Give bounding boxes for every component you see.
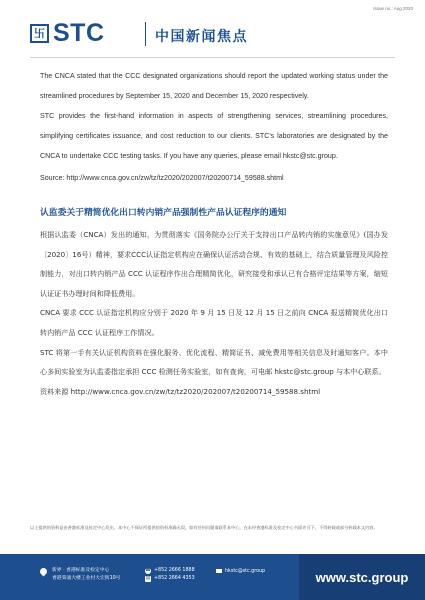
chinese-paragraph-1: 根据认监委（CNCA）发出的通知，为贯彻落实《国务院办公厅关于支持出口产品转内销的实施意见》(国办发〔2020〕16号）精神，要求CCC认证指定机构应在确保认证活动合规、有效的基础上，结合质量管理及风险控制能力，对出口转内销产品 CCC 认证程序作出合理精简优化，研究接受和承认已有合格评定结果等方案，缩短认证证书办理时间和降低费用。 bbox=[40, 230, 388, 298]
email-address: hkstc@stc.group bbox=[225, 568, 266, 574]
footer-website[interactable] bbox=[299, 554, 425, 600]
english-source-link[interactable]: Source: http://www.cnca.gov.cn/zw/tz/tz2020/202007/t20200714_59588.shtml bbox=[40, 174, 284, 182]
fax-number: +852 2664 4353 bbox=[154, 576, 195, 581]
header bbox=[30, 20, 400, 50]
logo-text: STC bbox=[53, 19, 105, 47]
issue-number: Issue no.: Aug 2020 bbox=[373, 6, 413, 11]
footer bbox=[0, 554, 425, 600]
footer-contact bbox=[0, 554, 299, 600]
mail-icon bbox=[216, 569, 222, 574]
chinese-heading: 认监委关于精简优化出口转内销产品强制性产品认证程序的通知 bbox=[40, 208, 287, 218]
phone-row[interactable] bbox=[145, 567, 195, 575]
article-body bbox=[40, 66, 388, 401]
header-divider bbox=[145, 22, 146, 46]
fax-icon: ▤ bbox=[145, 576, 151, 581]
chinese-paragraph-2: CNCA 要求 CCC 认证指定机构应分别于 2020 年 9 月 15 日及 12 月 15 日之前向 CNCA 报送精简优化出口转内销产品 CCC 认证程序工作情况。 bbox=[40, 308, 388, 337]
phone-icon: ☎ bbox=[145, 568, 151, 573]
chinese-paragraph-3: STC 将第一手有关认证机构资料在强化服务、优化流程、精简证书、减免费用等相关信息及时通知客户。本中心多间实验室为认监委指定承担 CCC 检测任务实验室，如有查询，可电邮 hkstc@stc.group 与本中心联系。 bbox=[40, 347, 388, 377]
footer-email[interactable] bbox=[216, 567, 265, 575]
header-rule bbox=[30, 57, 395, 58]
website-link[interactable]: www.stc.group bbox=[315, 569, 409, 585]
disclaimer: 以上提供的资料是由香港标准及检定中心发出，本中心不保证所提供的资料准确无误。如有任何问题请联系本中心，在未经香港标准及检定中心书面许可下，不得转载或部分转载本文内容。 bbox=[30, 525, 378, 530]
english-paragraph-2: STC provides the first-hand information in aspects of strengthening services, streamlining procedures, simplifying certificates issuance, and cost reduction to our clients. STC's laboratories are designated by the CNCA to undertake CCC testing tasks. If you have any queries, please email hkstc@stc.group. bbox=[40, 112, 388, 160]
footer-phones bbox=[145, 567, 195, 583]
address-line-1: 新界 · 香港标准及检定中心 bbox=[52, 568, 110, 573]
location-pin-icon bbox=[39, 567, 49, 577]
logo-mark-icon: 卐 bbox=[30, 24, 49, 43]
english-paragraph-1: The CNCA stated that the CCC designated organizations should report the updated working status under the streamlined procedures by September 15, 2020 and December 15, 2020 respectively. bbox=[40, 72, 388, 100]
phone-number: +852 2666 1888 bbox=[154, 568, 195, 573]
page-title: 中国新闻焦点 bbox=[155, 29, 248, 45]
address-line-2: 香港葵涌大楼工业村大宏街10号 bbox=[52, 576, 121, 581]
stc-logo bbox=[30, 19, 105, 47]
fax-row bbox=[145, 575, 195, 583]
chinese-source-link[interactable]: 资料来源 http://www.cnca.gov.cn/zw/tz/tz2020/202007/t20200714_59588.shtml bbox=[40, 386, 321, 396]
footer-address bbox=[52, 567, 120, 583]
